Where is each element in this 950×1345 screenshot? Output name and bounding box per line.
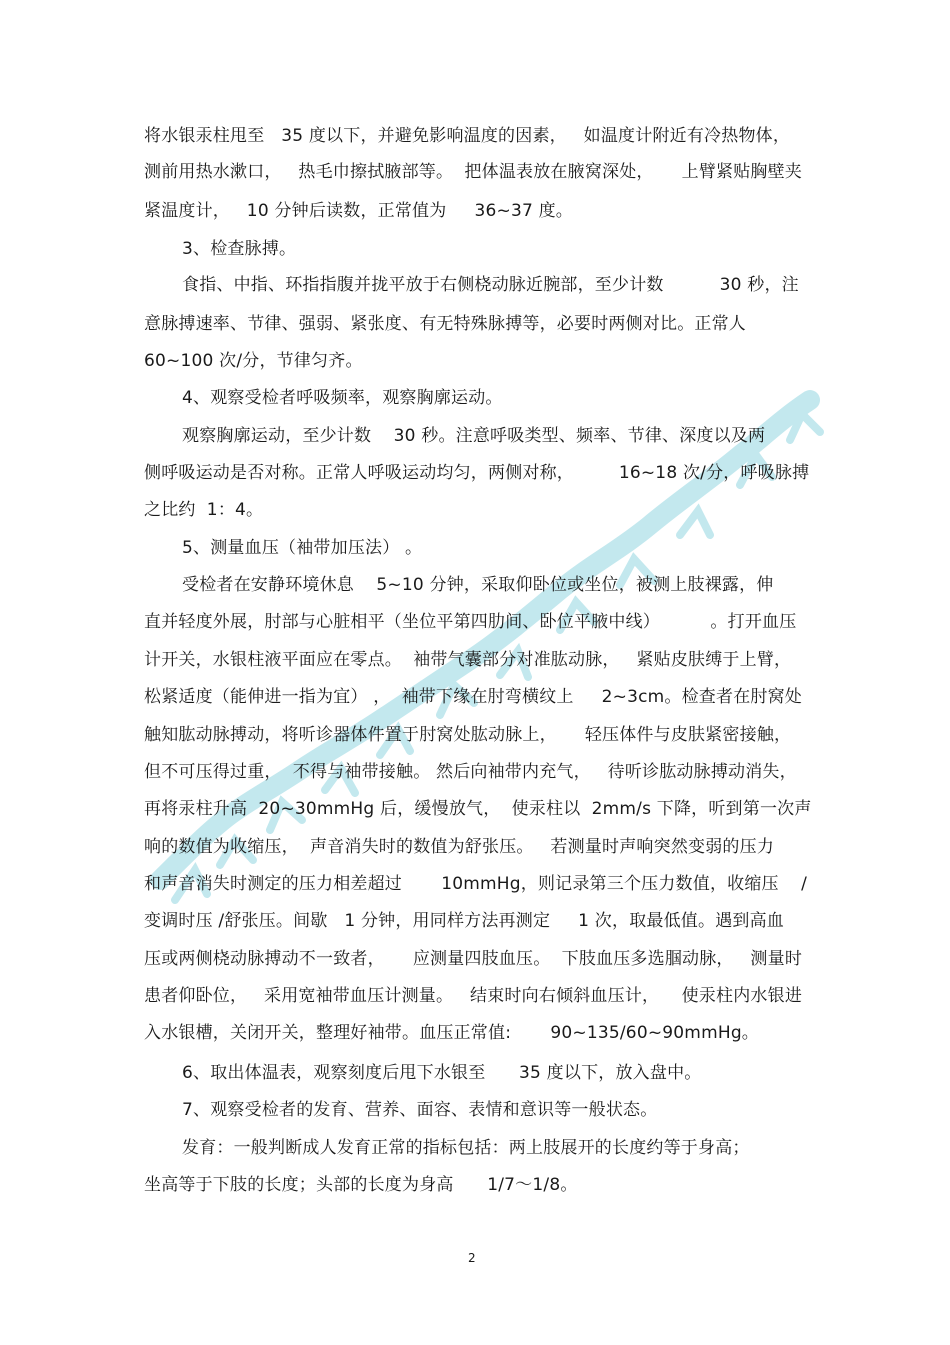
text-line: 3、检查脉搏。	[182, 239, 297, 259]
text-line: 6、取出体温表，观察刻度后甩下水银至 35 度以下，放入盘中。	[182, 1063, 702, 1083]
text-line: 紧温度计， 10 分钟后读数，正常值为 36~37 度。	[144, 201, 573, 221]
text-line: 受检者在安静环境休息 5~10 分钟，采取仰卧位或坐位，被测上肢裸露，伸	[182, 575, 774, 595]
text-line: 患者仰卧位， 采用宽袖带血压计测量。 结束时向右倾斜血压计， 使汞柱内水银进	[144, 986, 803, 1006]
page-number: 2	[468, 1251, 476, 1265]
text-line: 和声音消失时测定的压力相差超过 10mmHg，则记录第三个压力数值，收缩压 /	[144, 874, 808, 894]
text-line: 再将汞柱升高 20~30mmHg 后，缓慢放气， 使汞柱以 2mm/s 下降，听到第一次声	[144, 799, 812, 819]
text-line: 响的数值为收缩压， 声音消失时的数值为舒张压。 若测量时声响突然变弱的压力	[144, 837, 775, 857]
text-line: 直并轻度外展，肘部与心脏相平（坐位平第四肋间、卧位平腋中线） 。打开血压	[144, 612, 797, 632]
text-line: 意脉搏速率、节律、强弱、紧张度、有无特殊脉搏等，必要时两侧对比。正常人	[144, 314, 746, 334]
text-line: 变调时压 /舒张压。间歇 1 分钟，用同样方法再测定 1 次，取最低值。遇到高血	[144, 911, 784, 931]
text-line: 60~100 次/分，节律匀齐。	[144, 351, 363, 371]
text-line: 食指、中指、环指指腹并拢平放于右侧桡动脉近腕部，至少计数 30 秒，注	[182, 275, 799, 295]
text-line: 但不可压得过重， 不得与袖带接触。 然后向袖带内充气， 待听诊肱动脉搏动消失，	[144, 762, 797, 782]
text-line: 坐高等于下肢的长度；头部的长度为身高 1/7～1/8。	[144, 1175, 578, 1195]
text-line: 将水银汞柱甩至 35 度以下，并避免影响温度的因素， 如温度计附近有冷热物体，	[144, 126, 791, 146]
text-line: 松紧适度（能伸进一指为宜） ， 袖带下缘在肘弯横纹上 2~3cm。检查者在肘窝处	[144, 687, 803, 707]
text-line: 入水银槽，关闭开关，整理好袖带。血压正常值: 90~135/60~90mmHg。	[144, 1023, 760, 1043]
text-line: 4、观察受检者呼吸频率，观察胸廓运动。	[182, 388, 503, 408]
text-line: 侧呼吸运动是否对称。正常人呼吸运动均匀，两侧对称， 16~18 次/分，呼吸脉搏	[144, 463, 810, 483]
text-line: 触知肱动脉搏动，将听诊器体件置于肘窝处肱动脉上， 轻压体件与皮肤紧密接触，	[144, 725, 792, 745]
text-line: 5、测量血压（袖带加压法） 。	[182, 538, 423, 558]
text-line: 压或两侧桡动脉搏动不一致者， 应测量四肢血压。 下肢血压多选腘动脉， 测量时	[144, 949, 803, 969]
text-line: 7、观察受检者的发育、营养、面容、表情和意识等一般状态。	[182, 1100, 658, 1120]
text-line: 测前用热水漱口， 热毛巾擦拭腋部等。 把体温表放在腋窝深处， 上臂紧贴胸壁夹	[144, 162, 803, 182]
text-line: 观察胸廓运动，至少计数 30 秒。注意呼吸类型、频率、节律、深度以及两	[182, 426, 766, 446]
text-line: 发育：一般判断成人发育正常的指标包括：两上肢展开的长度约等于身高；	[182, 1138, 750, 1158]
text-line: 计开关，水银柱液平面应在零点。 袖带气囊部分对准肱动脉， 紧贴皮肤缚于上臂，	[144, 650, 792, 670]
text-line: 之比约 1：4。	[144, 500, 264, 520]
